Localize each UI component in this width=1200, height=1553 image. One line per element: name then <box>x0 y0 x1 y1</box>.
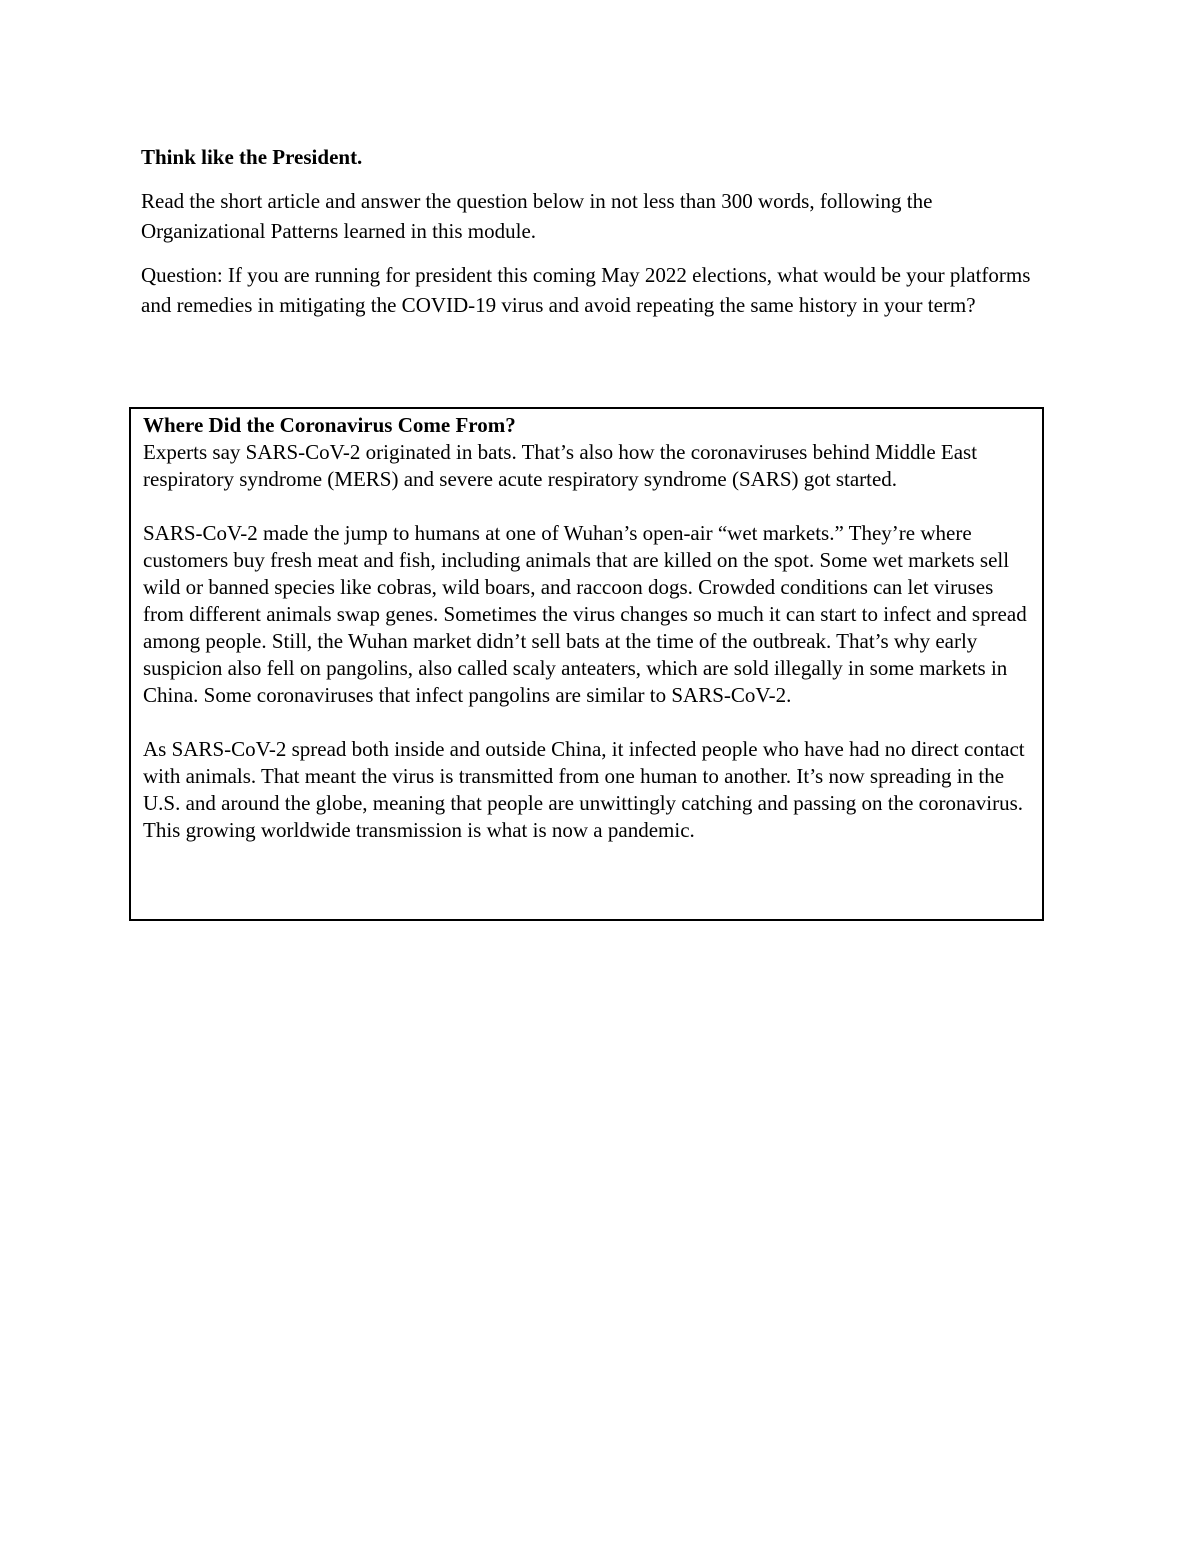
assignment-question: Question: If you are running for president this coming May 2022 elections, what would be your platforms and remedies in mitigating the COVID-19 virus and avoid repeating the same history in your term? <box>141 263 1031 317</box>
article-paragraph-transmission: As SARS-CoV-2 spread both inside and outside China, it infected people who have had no direct contact with animals. That meant the virus is transmitted from one human to another. It’s now spreading in the U.S. and around the globe, meaning that people are unwittingly catching and passing on the coronavirus. This growing worldwide transmission is what is now a pandemic. <box>143 737 1025 842</box>
article-title: Where Did the Coronavirus Come From? <box>143 413 516 437</box>
article-body <box>143 412 1038 844</box>
article-paragraph-origin: Experts say SARS-CoV-2 originated in bats. That’s also how the coronaviruses behind Middle East respiratory syndrome (MERS) and severe acute respiratory syndrome (SARS) got started. <box>143 440 978 491</box>
assignment-instructions: Read the short article and answer the question below in not less than 300 words, following the Organizational Patterns learned in this module. <box>141 189 933 243</box>
article-box <box>129 407 1044 921</box>
assignment-heading: Think like the President. <box>141 145 363 169</box>
article-paragraph-wet-markets: SARS-CoV-2 made the jump to humans at one of Wuhan’s open-air “wet markets.” They’re where customers buy fresh meat and fish, including animals that are killed on the spot. Some wet markets sell wild or banned species like cobras, wild boars, and raccoon dogs. Crowded conditions can let viruses from different animals swap genes. Sometimes the virus changes so much it can start to infect and spread among people. Still, the Wuhan market didn’t sell bats at the time of the outbreak. That’s why early suspicion also fell on pangolins, also called scaly anteaters, which are sold illegally in some markets in China. Some coronaviruses that infect pangolins are similar to SARS-CoV-2. <box>143 521 1027 707</box>
